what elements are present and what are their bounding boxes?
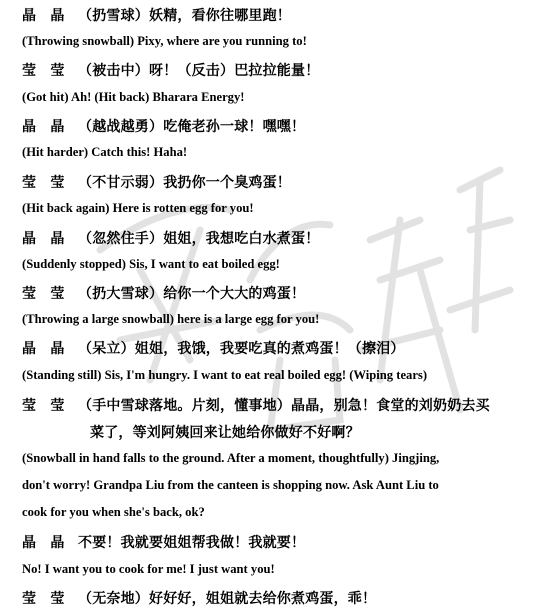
- dialogue-text: （手中雪球落地。片刻，懂事地）晶晶，别急！食堂的刘奶奶去买: [78, 398, 490, 414]
- dialogue-line-zh: [22, 338, 534, 358]
- dialogue-line-zh: [22, 228, 534, 248]
- speaker-name: 晶 晶: [22, 341, 65, 357]
- translation-line-en: (Suddenly stopped) Sis, I want to eat boiled egg!: [22, 257, 280, 271]
- dialogue-text: （越战越勇）吃俺老孙一球！嘿嘿！: [78, 119, 306, 135]
- speaker-name: 莹 莹: [22, 398, 65, 414]
- speaker-name: 莹 莹: [22, 286, 65, 302]
- dialogue-line-zh-continued: 菜了，等刘阿姨回来让她给你做好不好啊？: [90, 425, 360, 441]
- dialogue-line-zh: [22, 395, 534, 415]
- dialogue-text: （被击中）呀！（反击）巴拉拉能量！: [78, 63, 320, 79]
- dialogue-line-zh: [22, 588, 534, 608]
- dialogue-line-zh: [22, 116, 534, 136]
- translation-line-en: (Snowball in hand falls to the ground. After a moment, thoughtfully) Jingjing,: [22, 451, 440, 465]
- translation-line-en: (Standing still) Sis, I'm hungry. I want to eat real boiled egg! (Wiping tears): [22, 368, 428, 382]
- translation-line-en: (Throwing a large snowball) here is a large egg for you!: [22, 312, 320, 326]
- dialogue-line-zh: [22, 283, 534, 303]
- dialogue-text: （扔雪球）妖精，看你往哪里跑！: [78, 8, 291, 24]
- translation-line-en: don't worry! Grandpa Liu from the canteen is shopping now. Ask Aunt Liu to: [22, 478, 439, 492]
- dialogue-text: （不甘示弱）我扔你一个臭鸡蛋！: [78, 175, 291, 191]
- speaker-name: 晶 晶: [22, 535, 65, 551]
- dialogue-text: （扔大雪球）给你一个大大的鸡蛋！: [78, 286, 306, 302]
- translation-line-en: (Hit back again) Here is rotten egg for you!: [22, 201, 254, 215]
- speaker-name: 晶 晶: [22, 119, 65, 135]
- dialogue-line-zh: [22, 5, 534, 25]
- dialogue-text: 不要！我就要姐姐帮我做！我就要！: [78, 535, 306, 551]
- dialogue-text: （无奈地）好好好，姐姐就去给你煮鸡蛋，乖！: [78, 591, 377, 607]
- translation-line-en: (Throwing snowball) Pixy, where are you running to!: [22, 34, 307, 48]
- dialogue-line-zh: [22, 532, 534, 552]
- speaker-name: 晶 晶: [22, 231, 65, 247]
- speaker-name: 晶 晶: [22, 8, 65, 24]
- dialogue-line-zh: [22, 172, 534, 192]
- speaker-name: 莹 莹: [22, 591, 65, 607]
- translation-line-en: cook for you when she's back, ok?: [22, 505, 205, 519]
- translation-line-en: (Got hit) Ah! (Hit back) Bharara Energy!: [22, 90, 245, 104]
- translation-line-en: (Hit harder) Catch this! Haha!: [22, 145, 188, 159]
- dialogue-text: （忽然住手）姐姐，我想吃白水煮蛋！: [78, 231, 320, 247]
- dialogue-text: （呆立）姐姐，我饿，我要吃真的煮鸡蛋！（擦泪）: [78, 341, 405, 357]
- speaker-name: 莹 莹: [22, 175, 65, 191]
- dialogue-line-zh: [22, 60, 534, 80]
- speaker-name: 莹 莹: [22, 63, 65, 79]
- translation-line-en: No! I want you to cook for me! I just want you!: [22, 562, 275, 576]
